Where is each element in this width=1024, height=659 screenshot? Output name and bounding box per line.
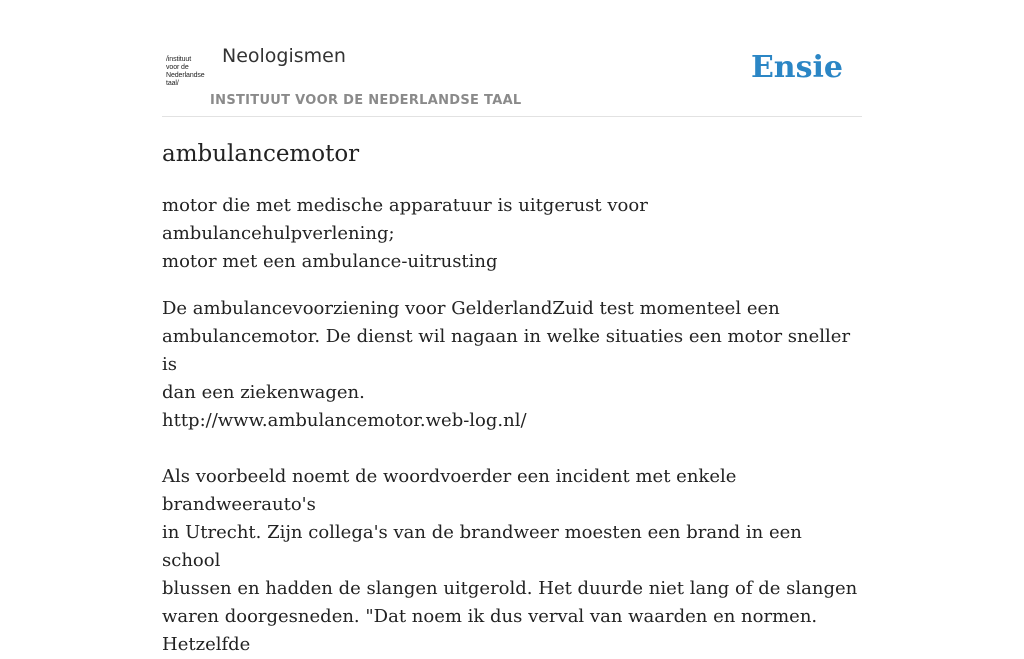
example-line: De ambulancevoorziening voor GelderlandZuid test momenteel een (162, 298, 780, 319)
ensie-brand-link[interactable]: Ensie (750, 50, 843, 85)
site-title[interactable]: Neologismen (222, 45, 346, 67)
quote-line: blussen en hadden de slangen uitgerold. Het duurde niet lang of de slangen (162, 578, 858, 599)
institute-logo[interactable] (166, 56, 210, 88)
quote-line: Als voorbeeld noemt de woordvoerder een incident met enkele brandweerauto's (162, 466, 737, 515)
example-line: ambulancemotor. De dienst wil nagaan in welke situaties een motor sneller is (162, 326, 851, 375)
logo-line: Nederlandse (166, 72, 205, 79)
definition-line: motor met een ambulance-uitrusting (162, 251, 498, 272)
quote-line: waren doorgesneden. "Dat noem ik dus verval van waarden en normen. Hetzelfde (162, 606, 818, 655)
page-title: ambulancemotor (162, 141, 360, 167)
definition (162, 192, 862, 276)
article (162, 138, 862, 659)
example-text (162, 295, 862, 659)
example-line: dan een ziekenwagen. (162, 382, 365, 403)
logo-line: taal/ (166, 80, 179, 87)
source-link[interactable]: http://www.ambulancemotor.web-log.nl/ (162, 410, 527, 431)
quote-line: in Utrecht. Zijn collega's van de brandweer moesten een brand in een school (162, 522, 802, 571)
logo-line: voor de (166, 64, 189, 71)
logo-line: /instituut (166, 56, 192, 63)
site-header (162, 0, 862, 117)
site-subtitle: INSTITUUT VOOR DE NEDERLANDSE TAAL (210, 93, 522, 108)
definition-line: motor die met medische apparatuur is uitgerust voor ambulancehulpverlening; (162, 195, 648, 244)
paragraph-gap (162, 435, 862, 463)
